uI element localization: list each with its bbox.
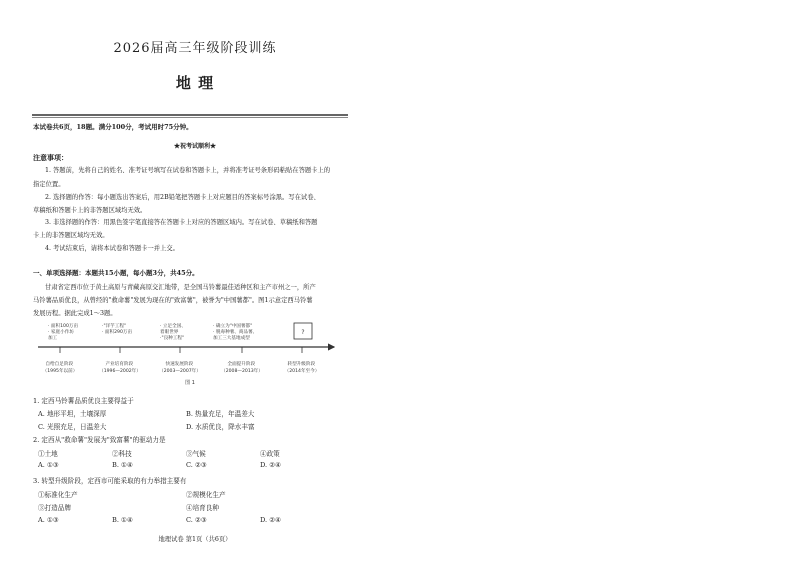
question-3-stem: 3. 转型升级阶段，定西市可能采取的有力举措主要有 xyxy=(33,477,187,485)
stage-label-1: 自给自足阶段 （1995年以前） xyxy=(42,362,78,374)
subject-title: 地 理 xyxy=(175,74,215,92)
intro-line: 发展历程。据此完成1～3题。 xyxy=(33,310,117,317)
q3-item: ②规模化生产 xyxy=(186,491,226,499)
page-footer: 地理试卷 第1页（共6页） xyxy=(158,536,232,543)
notice-line: 指定位置。 xyxy=(33,181,65,188)
stage-note-2: ·"洋芋工程" · 面积290万亩 xyxy=(102,324,133,335)
notice-title: 注意事项： xyxy=(33,153,68,162)
question-2-stem: 2. 定西从"救命薯"发展为"致富薯"的驱动力是 xyxy=(33,436,166,444)
q3-option-b[interactable]: B. ①④ xyxy=(112,516,133,524)
unknown-stage-mark: ? xyxy=(301,329,305,336)
q3-item: ④培育良种 xyxy=(186,504,219,512)
stage-label-2: 产业培育阶段 （1996—2002年） xyxy=(99,362,141,374)
q1-option-c[interactable]: C. 光照充足，日温差大 xyxy=(38,423,107,431)
notice-line: 3. 非选择题的作答：用黑色签字笔直接答在答题卡上对应的答题区域内。写在试卷、草稿纸和答题 xyxy=(45,219,318,226)
q1-option-d[interactable]: D. 水质优良，降水丰富 xyxy=(186,423,255,431)
good-luck-banner: ★祝考试顺利★ xyxy=(173,143,216,150)
stage-note-4: · 确立为"中国薯都" · 脱毒种薯、商品薯、 加工三大基地成型 xyxy=(213,324,258,341)
q2-option-d[interactable]: D. ②④ xyxy=(260,461,282,469)
q3-item: ①标准化生产 xyxy=(38,491,78,499)
section-heading: 一、单项选择题：本题共15小题，每小题3分，共45分。 xyxy=(33,269,199,277)
intro-line: 马铃薯品质优良，从曾经的"救命薯"发展为现在的"致富薯"，被誉为"中国薯都"。图1示意定西马铃薯 xyxy=(33,297,313,304)
stage-label-3: 快速发展阶段 （2003—2007年） xyxy=(159,362,201,374)
q2-item: ③气候 xyxy=(186,450,206,458)
q2-item: ①土地 xyxy=(38,450,58,458)
stage-note-3: · 立足全国、 着眼世界 ·"良种工程" xyxy=(160,324,186,341)
page-info: 本试卷共6页，18题。满分100分，考试用时75分钟。 xyxy=(33,123,193,131)
notice-line: 2. 选择题的作答：每小题选出答案后，用2B铅笔把答题卡上对应题目的答案标号涂黑。写在试卷、 xyxy=(45,194,320,201)
figure-caption: 图 1 xyxy=(185,380,195,386)
header-divider xyxy=(32,114,348,118)
notice-line: 1. 答题前，先将自己的姓名、准考证号填写在试卷和答题卡上，并将准考证号条形码粘贴在答题卡上的 xyxy=(45,167,331,174)
q2-option-a[interactable]: A. ①③ xyxy=(38,461,59,469)
stage-label-5: 转型升级阶段 （2014年至今） xyxy=(284,362,320,374)
timeline-figure xyxy=(30,318,350,388)
q1-option-a[interactable]: A. 地形平坦，土壤深厚 xyxy=(38,410,107,418)
q1-option-b[interactable]: B. 热量充足，年温差大 xyxy=(186,410,255,418)
q3-option-c[interactable]: C. ②③ xyxy=(186,516,207,524)
notice-line: 草稿纸和答题卡上的非答题区域均无效。 xyxy=(33,207,147,214)
stage-label-4: 全面提升阶段 （2008—2013年） xyxy=(221,362,263,374)
q3-option-a[interactable]: A. ①③ xyxy=(38,516,59,524)
notice-line: 卡上的非答题区域均无效。 xyxy=(33,232,109,239)
q2-option-c[interactable]: C. ②③ xyxy=(186,461,207,469)
q3-item: ③打造品牌 xyxy=(38,504,71,512)
stage-note-1: · 面积100万亩 · 家庭小作坊 加工 xyxy=(48,324,79,341)
q2-item: ④政策 xyxy=(260,450,280,458)
exam-title: 2026届高三年级阶段训练 xyxy=(113,41,277,56)
q3-option-d[interactable]: D. ②④ xyxy=(260,516,282,524)
notice-line: 4. 考试结束后，请将本试卷和答题卡一并上交。 xyxy=(45,245,179,252)
intro-line: 甘肃省定西市位于黄土高原与青藏高原交汇地带，是全国马铃薯最佳适种区和主产市州之一，所产 xyxy=(45,284,316,291)
q2-item: ②科技 xyxy=(112,450,132,458)
question-1-stem: 1. 定西马铃薯品质优良主要得益于 xyxy=(33,397,134,405)
q2-option-b[interactable]: B. ①④ xyxy=(112,461,133,469)
